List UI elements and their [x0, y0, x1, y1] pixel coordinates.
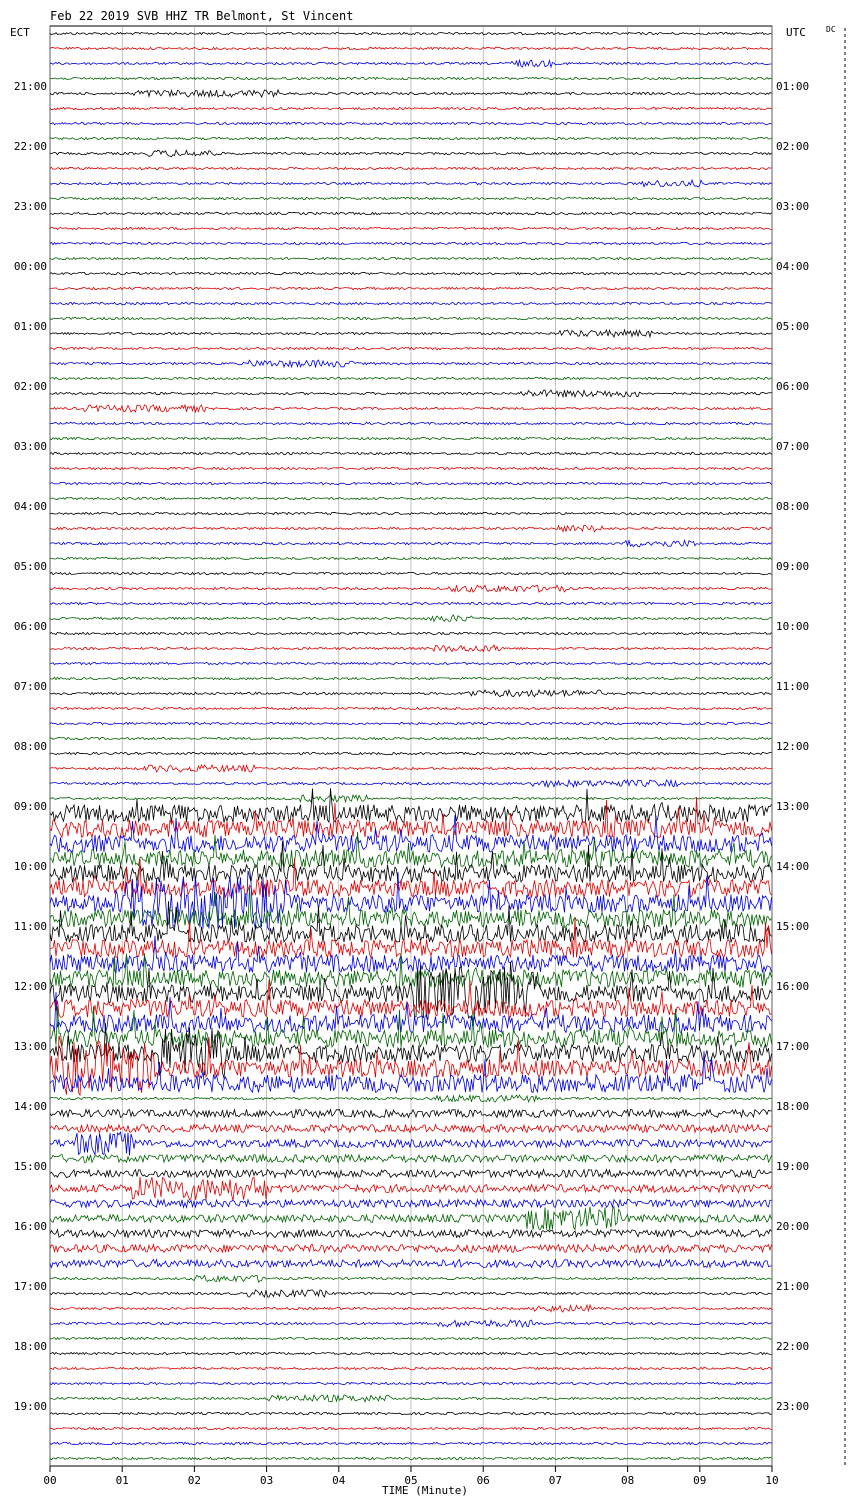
x-tick-label: 05 [404, 1474, 418, 1487]
x-tick-label: 08 [620, 1474, 635, 1487]
right-hour-label: 12:00 [776, 740, 810, 753]
right-hour-label: 13:00 [776, 800, 810, 813]
plot-title: Feb 22 2019 SVB HHZ TR Belmont, St Vincent [50, 9, 354, 23]
left-hour-label: 22:00 [13, 140, 47, 153]
left-hour-label: 05:00 [13, 560, 47, 573]
right-hour-label: 07:00 [776, 440, 810, 453]
x-tick-label: 10 [765, 1474, 779, 1487]
right-hour-label: 06:00 [776, 380, 810, 393]
left-hour-label: 06:00 [13, 620, 47, 633]
left-hour-label: 23:00 [13, 200, 47, 213]
right-hour-label: 01:00 [776, 80, 810, 93]
right-hour-label: 22:00 [776, 1340, 810, 1353]
left-hour-label: 14:00 [13, 1100, 47, 1113]
left-hour-label: 21:00 [13, 80, 47, 93]
right-hour-label: 10:00 [776, 620, 810, 633]
right-hour-label: 04:00 [776, 260, 810, 273]
left-hour-label: 16:00 [13, 1220, 47, 1233]
x-tick-label: 06 [476, 1474, 490, 1487]
left-hour-label: 10:00 [13, 860, 47, 873]
right-hour-label: 08:00 [776, 500, 810, 513]
x-tick-label: 03 [259, 1474, 274, 1487]
left-hour-label: 12:00 [13, 980, 47, 993]
right-hour-label: 17:00 [776, 1040, 810, 1053]
right-hour-label: 11:00 [776, 680, 810, 693]
right-hour-label: 18:00 [776, 1100, 810, 1113]
right-hour-label: 05:00 [776, 320, 810, 333]
left-hour-label: 04:00 [13, 500, 47, 513]
x-tick-label: 00 [43, 1474, 57, 1487]
left-hour-labels [14, 80, 47, 1413]
right-hour-label: 09:00 [776, 560, 810, 573]
left-hour-label: 07:00 [13, 680, 47, 693]
side-tag: DC [826, 25, 836, 34]
right-timezone-label: UTC [786, 26, 806, 39]
x-axis-label: TIME (Minute) [381, 1484, 469, 1497]
right-hour-label: 21:00 [776, 1280, 810, 1293]
right-hour-label: 19:00 [776, 1160, 810, 1173]
minute-grid [50, 26, 772, 1466]
left-hour-label: 17:00 [13, 1280, 47, 1293]
left-timezone-label: ECT [10, 26, 30, 39]
right-hour-labels [776, 80, 809, 1413]
left-hour-label: 01:00 [13, 320, 47, 333]
right-hour-label: 15:00 [776, 920, 810, 933]
right-hour-label: 23:00 [776, 1400, 810, 1413]
left-hour-label: 09:00 [13, 800, 47, 813]
x-tick-label: 04 [332, 1474, 346, 1487]
right-hour-label: 16:00 [776, 980, 810, 993]
right-hour-label: 14:00 [776, 860, 810, 873]
right-hour-label: 03:00 [776, 200, 810, 213]
left-hour-label: 08:00 [13, 740, 47, 753]
left-hour-label: 02:00 [13, 380, 47, 393]
right-hour-label: 02:00 [776, 140, 810, 153]
left-hour-label: 11:00 [13, 920, 47, 933]
right-hour-label: 20:00 [776, 1220, 810, 1233]
x-tick-label: 02 [187, 1474, 202, 1487]
left-hour-label: 13:00 [13, 1040, 47, 1053]
x-tick-label: 01 [115, 1474, 129, 1487]
left-hour-label: 19:00 [13, 1400, 47, 1413]
x-tick-label: 09 [693, 1474, 707, 1487]
left-hour-label: 03:00 [13, 440, 47, 453]
x-tick-label: 07 [548, 1474, 563, 1487]
left-hour-label: 18:00 [13, 1340, 47, 1353]
left-hour-label: 00:00 [13, 260, 47, 273]
left-hour-label: 15:00 [13, 1160, 47, 1173]
